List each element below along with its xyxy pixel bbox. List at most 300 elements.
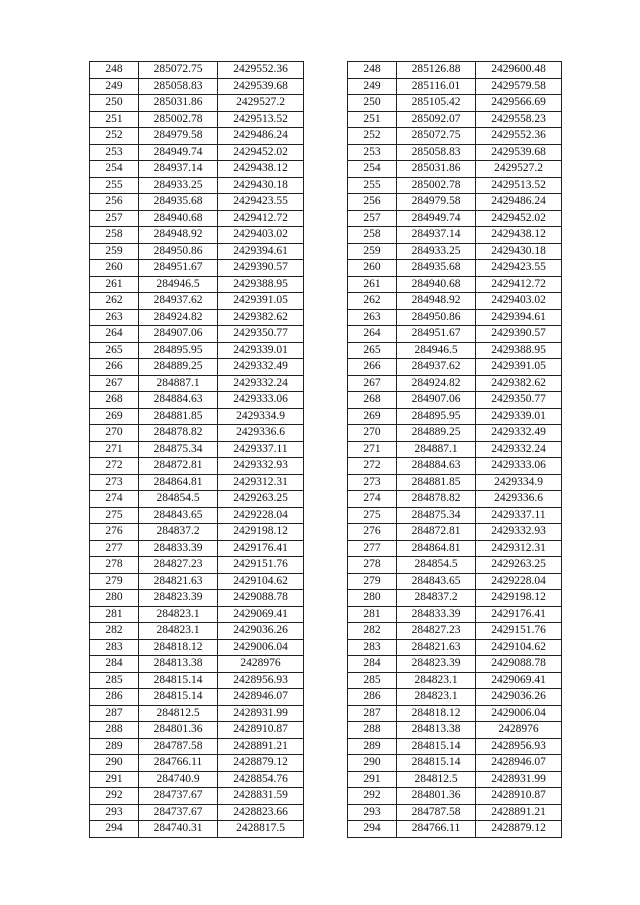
table-row — [90, 326, 304, 343]
x-coordinate-cell: 284801.36 — [139, 722, 218, 739]
table-row — [90, 276, 304, 293]
table-row — [90, 78, 304, 95]
point-number-cell: 256 — [90, 194, 139, 211]
table-row — [348, 293, 562, 310]
point-number-cell: 250 — [348, 95, 397, 112]
x-coordinate-cell: 284864.81 — [139, 474, 218, 491]
x-coordinate-cell: 284878.82 — [139, 425, 218, 442]
x-coordinate-cell: 284907.06 — [397, 392, 476, 409]
point-number-cell: 294 — [90, 821, 139, 838]
x-coordinate-cell: 284801.36 — [397, 788, 476, 805]
point-number-cell: 292 — [90, 788, 139, 805]
x-coordinate-cell: 284940.68 — [397, 276, 476, 293]
point-number-cell: 288 — [348, 722, 397, 739]
y-coordinate-cell: 2429339.01 — [476, 408, 562, 425]
x-coordinate-cell: 284949.74 — [139, 144, 218, 161]
table-row — [348, 755, 562, 772]
x-coordinate-cell: 284823.1 — [139, 606, 218, 623]
table-row — [90, 309, 304, 326]
x-coordinate-cell: 285116.01 — [397, 78, 476, 95]
point-number-cell: 257 — [348, 210, 397, 227]
x-coordinate-cell: 284884.63 — [397, 458, 476, 475]
table-row — [90, 408, 304, 425]
point-number-cell: 261 — [90, 276, 139, 293]
y-coordinate-cell: 2428879.12 — [476, 821, 562, 838]
table-row — [348, 689, 562, 706]
x-coordinate-cell: 284827.23 — [397, 623, 476, 640]
table-row — [90, 491, 304, 508]
table-row — [90, 573, 304, 590]
point-number-cell: 272 — [90, 458, 139, 475]
point-number-cell: 255 — [348, 177, 397, 194]
x-coordinate-cell: 284937.62 — [397, 359, 476, 376]
point-number-cell: 282 — [348, 623, 397, 640]
table-row — [348, 161, 562, 178]
table-row — [90, 672, 304, 689]
y-coordinate-cell: 2429069.41 — [218, 606, 304, 623]
table-row — [348, 243, 562, 260]
x-coordinate-cell: 284821.63 — [139, 573, 218, 590]
y-coordinate-cell: 2429176.41 — [476, 606, 562, 623]
table-row — [348, 62, 562, 79]
y-coordinate-cell: 2429394.61 — [476, 309, 562, 326]
table-row — [348, 194, 562, 211]
table-row — [348, 821, 562, 838]
x-coordinate-cell: 284937.14 — [397, 227, 476, 244]
point-number-cell: 270 — [348, 425, 397, 442]
y-coordinate-cell: 2429382.62 — [218, 309, 304, 326]
y-coordinate-cell: 2429552.36 — [476, 128, 562, 145]
table-row — [90, 771, 304, 788]
point-number-cell: 277 — [348, 540, 397, 557]
table-row — [348, 804, 562, 821]
y-coordinate-cell: 2429394.61 — [218, 243, 304, 260]
x-coordinate-cell: 285072.75 — [397, 128, 476, 145]
table-row — [90, 507, 304, 524]
table-row — [348, 771, 562, 788]
x-coordinate-cell: 284821.63 — [397, 639, 476, 656]
table-row — [348, 177, 562, 194]
x-coordinate-cell: 284887.1 — [397, 441, 476, 458]
table-row — [90, 194, 304, 211]
point-number-cell: 284 — [90, 656, 139, 673]
x-coordinate-cell: 285031.86 — [139, 95, 218, 112]
point-number-cell: 286 — [90, 689, 139, 706]
table-row — [90, 755, 304, 772]
point-number-cell: 281 — [348, 606, 397, 623]
y-coordinate-cell: 2429088.78 — [218, 590, 304, 607]
point-number-cell: 268 — [90, 392, 139, 409]
y-coordinate-cell: 2429334.9 — [476, 474, 562, 491]
point-number-cell: 280 — [348, 590, 397, 607]
point-number-cell: 257 — [90, 210, 139, 227]
y-coordinate-cell: 2429423.55 — [218, 194, 304, 211]
table-row — [90, 606, 304, 623]
table-row — [348, 474, 562, 491]
y-coordinate-cell: 2428910.87 — [218, 722, 304, 739]
table-row — [348, 326, 562, 343]
table-row — [90, 821, 304, 838]
y-coordinate-cell: 2429332.24 — [476, 441, 562, 458]
point-number-cell: 293 — [348, 804, 397, 821]
point-number-cell: 273 — [348, 474, 397, 491]
x-coordinate-cell: 284889.25 — [397, 425, 476, 442]
y-coordinate-cell: 2429088.78 — [476, 656, 562, 673]
point-number-cell: 280 — [90, 590, 139, 607]
point-number-cell: 264 — [90, 326, 139, 343]
point-number-cell: 271 — [90, 441, 139, 458]
y-coordinate-cell: 2429391.05 — [218, 293, 304, 310]
point-number-cell: 248 — [90, 62, 139, 79]
x-coordinate-cell: 284933.25 — [139, 177, 218, 194]
point-number-cell: 263 — [90, 309, 139, 326]
y-coordinate-cell: 2429452.02 — [218, 144, 304, 161]
y-coordinate-cell: 2429198.12 — [476, 590, 562, 607]
x-coordinate-cell: 284935.68 — [139, 194, 218, 211]
y-coordinate-cell: 2429527.2 — [476, 161, 562, 178]
point-number-cell: 262 — [348, 293, 397, 310]
y-coordinate-cell: 2428910.87 — [476, 788, 562, 805]
point-number-cell: 249 — [348, 78, 397, 95]
point-number-cell: 254 — [90, 161, 139, 178]
x-coordinate-cell: 285072.75 — [139, 62, 218, 79]
y-coordinate-cell: 2429104.62 — [476, 639, 562, 656]
x-coordinate-cell: 284815.14 — [397, 738, 476, 755]
point-number-cell: 289 — [90, 738, 139, 755]
y-coordinate-cell: 2429382.62 — [476, 375, 562, 392]
x-coordinate-cell: 285058.83 — [139, 78, 218, 95]
table-row — [90, 227, 304, 244]
x-coordinate-cell: 284979.58 — [139, 128, 218, 145]
x-coordinate-cell: 284951.67 — [139, 260, 218, 277]
table-row — [348, 78, 562, 95]
table-row — [348, 309, 562, 326]
table-row — [90, 623, 304, 640]
table-row — [90, 656, 304, 673]
y-coordinate-cell: 2429403.02 — [218, 227, 304, 244]
table-row — [90, 590, 304, 607]
y-coordinate-cell: 2429539.68 — [476, 144, 562, 161]
y-coordinate-cell: 2428891.21 — [476, 804, 562, 821]
point-number-cell: 253 — [348, 144, 397, 161]
table-row — [90, 375, 304, 392]
y-coordinate-cell: 2429228.04 — [476, 573, 562, 590]
x-coordinate-cell: 284948.92 — [397, 293, 476, 310]
point-number-cell: 259 — [348, 243, 397, 260]
point-number-cell: 250 — [90, 95, 139, 112]
point-number-cell: 275 — [90, 507, 139, 524]
y-coordinate-cell: 2429388.95 — [476, 342, 562, 359]
x-coordinate-cell: 284843.65 — [139, 507, 218, 524]
y-coordinate-cell: 2428956.93 — [218, 672, 304, 689]
x-coordinate-cell: 284813.38 — [139, 656, 218, 673]
point-number-cell: 284 — [348, 656, 397, 673]
point-number-cell: 281 — [90, 606, 139, 623]
point-number-cell: 272 — [348, 458, 397, 475]
table-row — [348, 524, 562, 541]
y-coordinate-cell: 2429006.04 — [218, 639, 304, 656]
y-coordinate-cell: 2429430.18 — [218, 177, 304, 194]
y-coordinate-cell: 2429334.9 — [218, 408, 304, 425]
point-number-cell: 248 — [348, 62, 397, 79]
point-number-cell: 265 — [90, 342, 139, 359]
y-coordinate-cell: 2428817.5 — [218, 821, 304, 838]
point-number-cell: 260 — [348, 260, 397, 277]
point-number-cell: 267 — [348, 375, 397, 392]
x-coordinate-cell: 284872.81 — [397, 524, 476, 541]
x-coordinate-cell: 284812.5 — [397, 771, 476, 788]
table-row — [348, 359, 562, 376]
table-row — [348, 507, 562, 524]
x-coordinate-cell: 285002.78 — [397, 177, 476, 194]
x-coordinate-cell: 284818.12 — [397, 705, 476, 722]
table-row — [348, 458, 562, 475]
point-number-cell: 251 — [90, 111, 139, 128]
table-row — [348, 408, 562, 425]
point-number-cell: 285 — [90, 672, 139, 689]
table-row — [90, 128, 304, 145]
point-number-cell: 266 — [90, 359, 139, 376]
table-row — [90, 62, 304, 79]
x-coordinate-cell: 284837.2 — [397, 590, 476, 607]
point-number-cell: 256 — [348, 194, 397, 211]
point-number-cell: 279 — [90, 573, 139, 590]
x-coordinate-cell: 284737.67 — [139, 788, 218, 805]
point-number-cell: 278 — [90, 557, 139, 574]
table-row — [90, 788, 304, 805]
x-coordinate-cell: 285126.88 — [397, 62, 476, 79]
x-coordinate-cell: 284949.74 — [397, 210, 476, 227]
y-coordinate-cell: 2429176.41 — [218, 540, 304, 557]
y-coordinate-cell: 2429513.52 — [218, 111, 304, 128]
point-number-cell: 288 — [90, 722, 139, 739]
y-coordinate-cell: 2429332.93 — [476, 524, 562, 541]
point-number-cell: 283 — [90, 639, 139, 656]
point-number-cell: 275 — [348, 507, 397, 524]
y-coordinate-cell: 2429513.52 — [476, 177, 562, 194]
y-coordinate-cell: 2429552.36 — [218, 62, 304, 79]
point-number-cell: 278 — [348, 557, 397, 574]
y-coordinate-cell: 2429263.25 — [218, 491, 304, 508]
y-coordinate-cell: 2429350.77 — [218, 326, 304, 343]
y-coordinate-cell: 2428891.21 — [218, 738, 304, 755]
x-coordinate-cell: 284818.12 — [139, 639, 218, 656]
point-number-cell: 252 — [348, 128, 397, 145]
point-number-cell: 276 — [348, 524, 397, 541]
x-coordinate-cell: 284833.39 — [397, 606, 476, 623]
table-row — [90, 705, 304, 722]
point-number-cell: 251 — [348, 111, 397, 128]
y-coordinate-cell: 2429412.72 — [476, 276, 562, 293]
y-coordinate-cell: 2429438.12 — [476, 227, 562, 244]
y-coordinate-cell: 2429336.6 — [476, 491, 562, 508]
y-coordinate-cell: 2429566.69 — [476, 95, 562, 112]
y-coordinate-cell: 2429336.6 — [218, 425, 304, 442]
y-coordinate-cell: 2429151.76 — [218, 557, 304, 574]
y-coordinate-cell: 2428854.76 — [218, 771, 304, 788]
point-number-cell: 254 — [348, 161, 397, 178]
table-row — [90, 639, 304, 656]
table-row — [348, 705, 562, 722]
table-row — [348, 656, 562, 673]
table-row — [348, 144, 562, 161]
x-coordinate-cell: 284933.25 — [397, 243, 476, 260]
x-coordinate-cell: 284895.95 — [139, 342, 218, 359]
point-number-cell: 287 — [348, 705, 397, 722]
y-coordinate-cell: 2429486.24 — [476, 194, 562, 211]
table-row — [90, 144, 304, 161]
table-row — [348, 425, 562, 442]
point-number-cell: 263 — [348, 309, 397, 326]
point-number-cell: 265 — [348, 342, 397, 359]
table-row — [348, 392, 562, 409]
point-number-cell: 252 — [90, 128, 139, 145]
table-row — [348, 639, 562, 656]
x-coordinate-cell: 284878.82 — [397, 491, 476, 508]
x-coordinate-cell: 285058.83 — [397, 144, 476, 161]
point-number-cell: 273 — [90, 474, 139, 491]
y-coordinate-cell: 2429388.95 — [218, 276, 304, 293]
y-coordinate-cell: 2428931.99 — [218, 705, 304, 722]
point-number-cell: 291 — [348, 771, 397, 788]
y-coordinate-cell: 2428831.59 — [218, 788, 304, 805]
table-row — [348, 342, 562, 359]
point-number-cell: 264 — [348, 326, 397, 343]
table-row — [90, 441, 304, 458]
table-row — [90, 458, 304, 475]
x-coordinate-cell: 284935.68 — [397, 260, 476, 277]
x-coordinate-cell: 284884.63 — [139, 392, 218, 409]
y-coordinate-cell: 2429337.11 — [218, 441, 304, 458]
table-row — [90, 722, 304, 739]
point-number-cell: 294 — [348, 821, 397, 838]
table-row — [90, 177, 304, 194]
table-row — [348, 738, 562, 755]
x-coordinate-cell: 284823.1 — [139, 623, 218, 640]
x-coordinate-cell: 284887.1 — [139, 375, 218, 392]
point-number-cell: 287 — [90, 705, 139, 722]
x-coordinate-cell: 284875.34 — [397, 507, 476, 524]
table-row — [90, 425, 304, 442]
y-coordinate-cell: 2429069.41 — [476, 672, 562, 689]
point-number-cell: 259 — [90, 243, 139, 260]
x-coordinate-cell: 284881.85 — [397, 474, 476, 491]
point-number-cell: 268 — [348, 392, 397, 409]
y-coordinate-cell: 2429332.49 — [476, 425, 562, 442]
y-coordinate-cell: 2429228.04 — [218, 507, 304, 524]
y-coordinate-cell: 2429339.01 — [218, 342, 304, 359]
y-coordinate-cell: 2429412.72 — [218, 210, 304, 227]
y-coordinate-cell: 2429486.24 — [218, 128, 304, 145]
x-coordinate-cell: 284895.95 — [397, 408, 476, 425]
point-number-cell: 261 — [348, 276, 397, 293]
table-row — [90, 111, 304, 128]
x-coordinate-cell: 284854.5 — [139, 491, 218, 508]
table-row — [348, 491, 562, 508]
y-coordinate-cell: 2429390.57 — [476, 326, 562, 343]
x-coordinate-cell: 284854.5 — [397, 557, 476, 574]
table-row — [90, 804, 304, 821]
y-coordinate-cell: 2429006.04 — [476, 705, 562, 722]
y-coordinate-cell: 2429452.02 — [476, 210, 562, 227]
table-row — [348, 722, 562, 739]
point-number-cell: 262 — [90, 293, 139, 310]
point-number-cell: 269 — [348, 408, 397, 425]
x-coordinate-cell: 284875.34 — [139, 441, 218, 458]
x-coordinate-cell: 284740.9 — [139, 771, 218, 788]
x-coordinate-cell: 284881.85 — [139, 408, 218, 425]
y-coordinate-cell: 2429539.68 — [218, 78, 304, 95]
x-coordinate-cell: 284737.67 — [139, 804, 218, 821]
table-row — [348, 260, 562, 277]
table-row — [90, 293, 304, 310]
y-coordinate-cell: 2429332.24 — [218, 375, 304, 392]
table-row — [348, 606, 562, 623]
x-coordinate-cell: 284924.82 — [139, 309, 218, 326]
x-coordinate-cell: 284766.11 — [397, 821, 476, 838]
table-row — [348, 128, 562, 145]
x-coordinate-cell: 284787.58 — [397, 804, 476, 821]
y-coordinate-cell: 2428976 — [218, 656, 304, 673]
x-coordinate-cell: 284815.14 — [139, 689, 218, 706]
point-number-cell: 282 — [90, 623, 139, 640]
table-row — [90, 557, 304, 574]
table-row — [90, 210, 304, 227]
y-coordinate-cell: 2429312.31 — [218, 474, 304, 491]
x-coordinate-cell: 284950.86 — [397, 309, 476, 326]
table-row — [90, 524, 304, 541]
y-coordinate-cell: 2429332.93 — [218, 458, 304, 475]
y-coordinate-cell: 2429263.25 — [476, 557, 562, 574]
x-coordinate-cell: 284937.62 — [139, 293, 218, 310]
table-row — [90, 474, 304, 491]
point-number-cell: 274 — [90, 491, 139, 508]
table-row — [348, 210, 562, 227]
point-number-cell: 267 — [90, 375, 139, 392]
coordinate-table-right — [347, 61, 562, 838]
point-number-cell: 269 — [90, 408, 139, 425]
y-coordinate-cell: 2429333.06 — [218, 392, 304, 409]
y-coordinate-cell: 2429036.26 — [218, 623, 304, 640]
point-number-cell: 290 — [348, 755, 397, 772]
table-row — [90, 540, 304, 557]
x-coordinate-cell: 284813.38 — [397, 722, 476, 739]
x-coordinate-cell: 284837.2 — [139, 524, 218, 541]
point-number-cell: 283 — [348, 639, 397, 656]
x-coordinate-cell: 284889.25 — [139, 359, 218, 376]
table-row — [90, 95, 304, 112]
point-number-cell: 258 — [348, 227, 397, 244]
y-coordinate-cell: 2429036.26 — [476, 689, 562, 706]
table-row — [90, 738, 304, 755]
x-coordinate-cell: 284924.82 — [397, 375, 476, 392]
point-number-cell: 285 — [348, 672, 397, 689]
x-coordinate-cell: 284766.11 — [139, 755, 218, 772]
y-coordinate-cell: 2428946.07 — [218, 689, 304, 706]
y-coordinate-cell: 2429333.06 — [476, 458, 562, 475]
y-coordinate-cell: 2429332.49 — [218, 359, 304, 376]
x-coordinate-cell: 284907.06 — [139, 326, 218, 343]
x-coordinate-cell: 284979.58 — [397, 194, 476, 211]
y-coordinate-cell: 2429391.05 — [476, 359, 562, 376]
point-number-cell: 279 — [348, 573, 397, 590]
x-coordinate-cell: 284946.5 — [139, 276, 218, 293]
point-number-cell: 260 — [90, 260, 139, 277]
y-coordinate-cell: 2429312.31 — [476, 540, 562, 557]
x-coordinate-cell: 284815.14 — [139, 672, 218, 689]
y-coordinate-cell: 2428931.99 — [476, 771, 562, 788]
x-coordinate-cell: 284823.1 — [397, 672, 476, 689]
